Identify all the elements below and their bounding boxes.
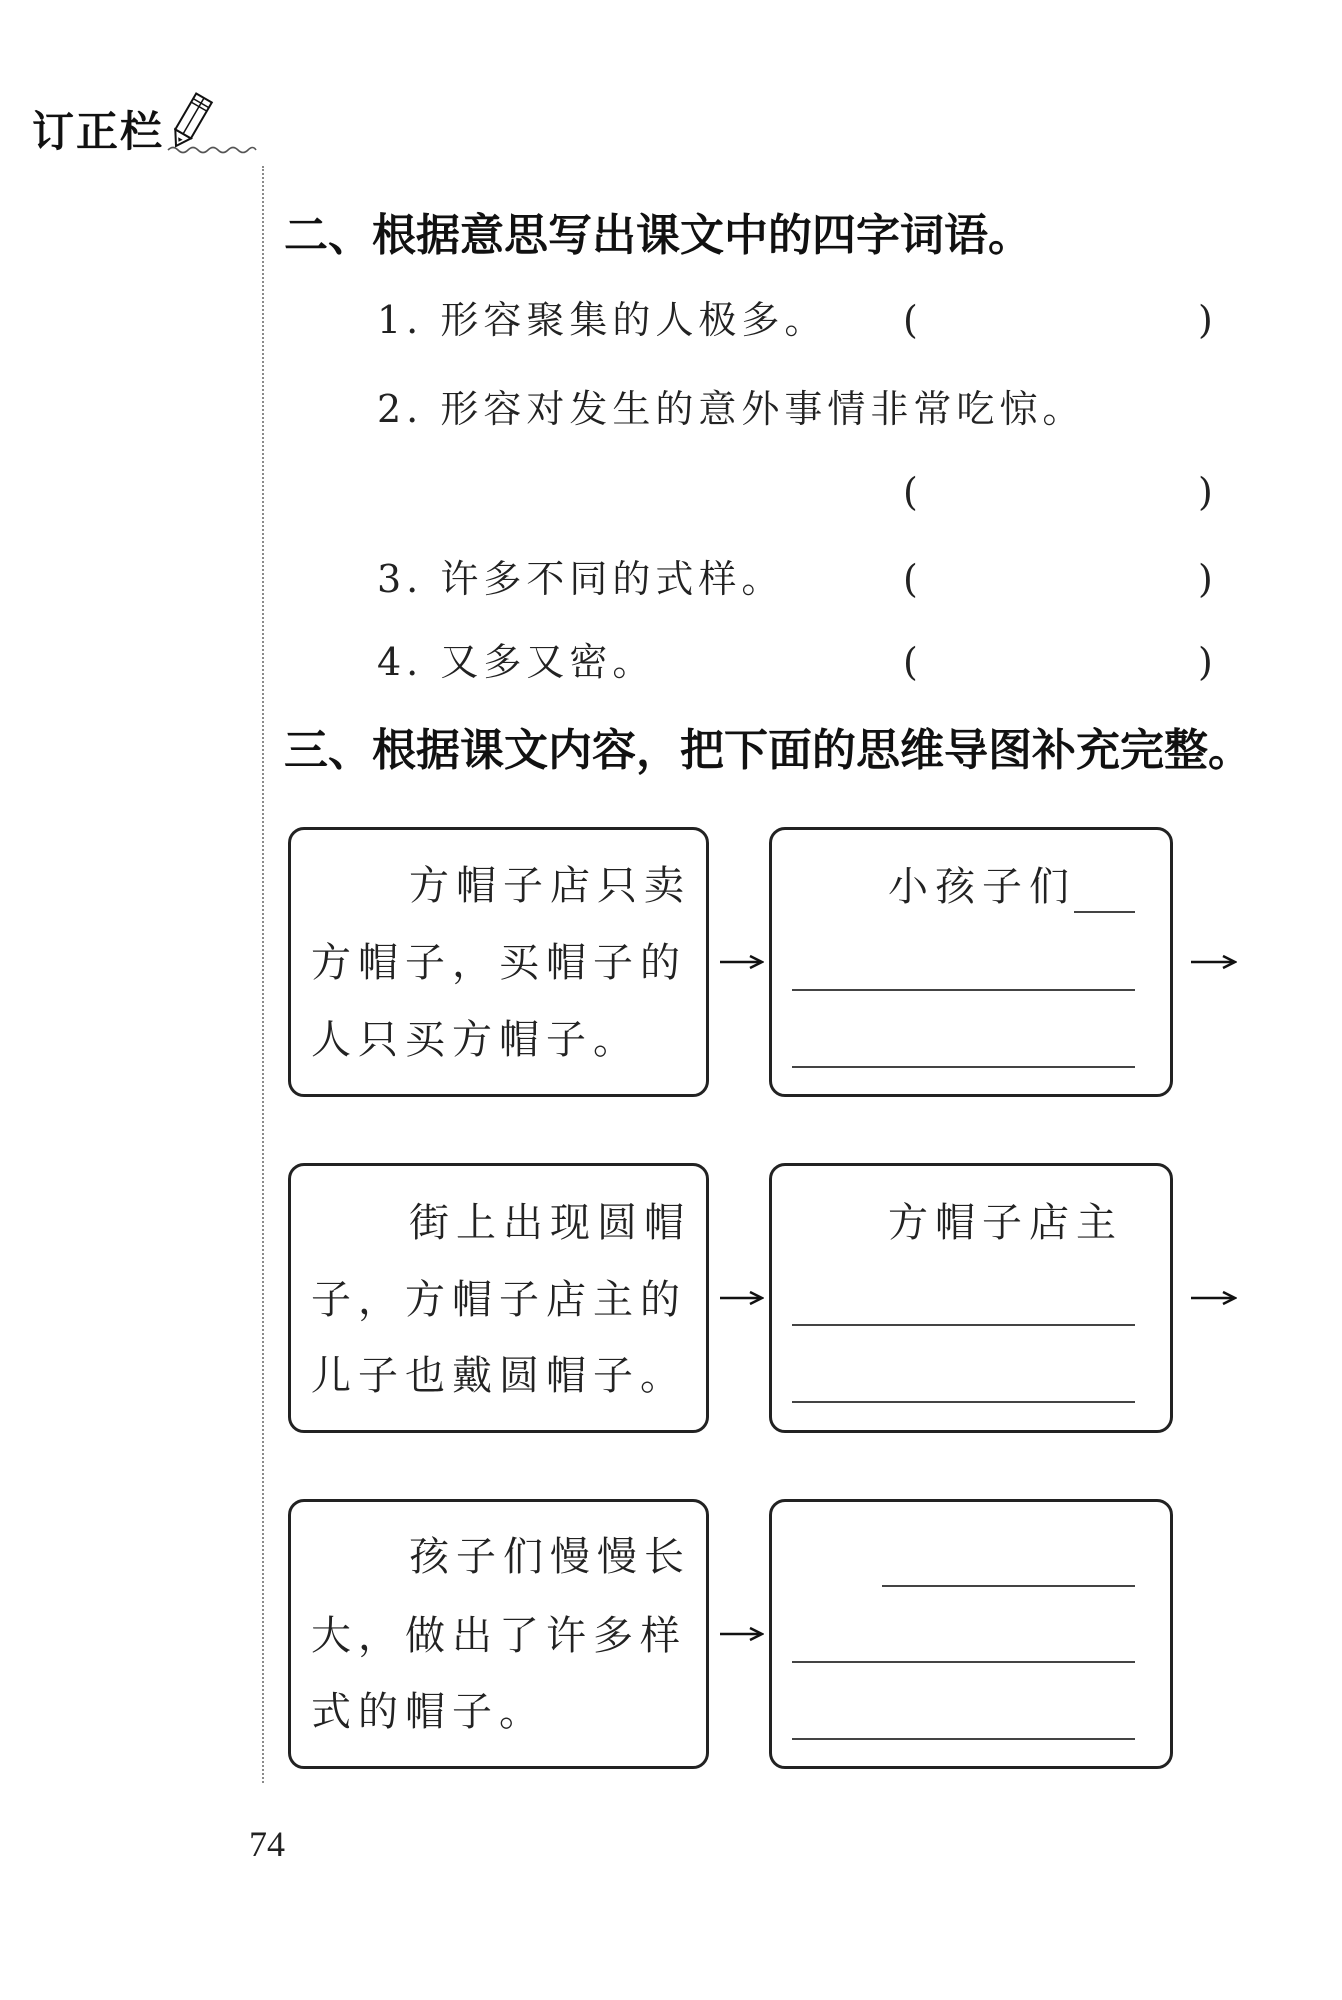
blank-open-paren: ( <box>903 640 918 684</box>
cause-text-line: 方帽子店只卖 <box>409 863 691 909</box>
answer-line <box>882 1585 1135 1587</box>
section-3-title: 三、根据课文内容，把下面的思维导图补充完整。 <box>284 725 1252 776</box>
question-item-4: 4. 又多又密。 <box>377 640 656 684</box>
answer-line <box>792 1324 1135 1326</box>
arrow-right-icon <box>718 1288 764 1308</box>
cause-text-line: 方帽子，买帽子的 <box>311 940 687 986</box>
cause-text-line: 街上出现圆帽 <box>409 1200 691 1246</box>
answer-line <box>792 1066 1135 1068</box>
answer-line <box>1074 911 1135 913</box>
blank-close-paren: ) <box>1198 298 1213 342</box>
arrow-right-icon <box>718 1624 764 1644</box>
page-number: 74 <box>249 1824 285 1864</box>
answer-line <box>792 1401 1135 1403</box>
question-item-3: 3. 许多不同的式样。 <box>377 557 785 601</box>
cause-text-line: 儿子也戴圆帽子。 <box>311 1353 687 1399</box>
blank-close-paren: ) <box>1198 640 1213 684</box>
result-box-1 <box>769 827 1173 1097</box>
cause-text-line: 子，方帽子店主的 <box>311 1277 687 1323</box>
result-box-2 <box>769 1163 1173 1433</box>
answer-line <box>792 1661 1135 1663</box>
result-prompt: 小孩子们 <box>888 864 1076 910</box>
cause-box-2 <box>288 1163 709 1433</box>
pencil-icon <box>164 92 260 158</box>
cause-box-1 <box>288 827 709 1097</box>
cause-text-line: 大，做出了许多样 <box>311 1613 687 1659</box>
cause-text-line: 孩子们慢慢长 <box>409 1534 691 1580</box>
cause-box-3 <box>288 1499 709 1769</box>
cause-text-line: 人只买方帽子。 <box>311 1017 640 1063</box>
arrow-right-icon <box>1189 1288 1237 1308</box>
arrow-right-icon <box>1189 952 1237 972</box>
question-item-1: 1. 形容聚集的人极多。 <box>377 298 828 342</box>
blank-close-paren: ) <box>1198 470 1213 514</box>
section-2-title: 二、根据意思写出课文中的四字词语。 <box>284 210 1032 261</box>
cause-text-line: 式的帽子。 <box>311 1689 546 1735</box>
blank-open-paren: ( <box>903 557 918 601</box>
correction-column-label: 订正栏 <box>32 107 165 156</box>
answer-line <box>792 989 1135 991</box>
question-item-2: 2. 形容对发生的意外事情非常吃惊。 <box>377 387 1086 431</box>
arrow-right-icon <box>718 952 764 972</box>
blank-open-paren: ( <box>903 298 918 342</box>
blank-open-paren: ( <box>903 470 918 514</box>
result-box-3 <box>769 1499 1173 1769</box>
answer-line <box>792 1738 1135 1740</box>
dotted-divider <box>262 166 264 1783</box>
result-prompt: 方帽子店主 <box>888 1200 1123 1246</box>
blank-close-paren: ) <box>1198 557 1213 601</box>
